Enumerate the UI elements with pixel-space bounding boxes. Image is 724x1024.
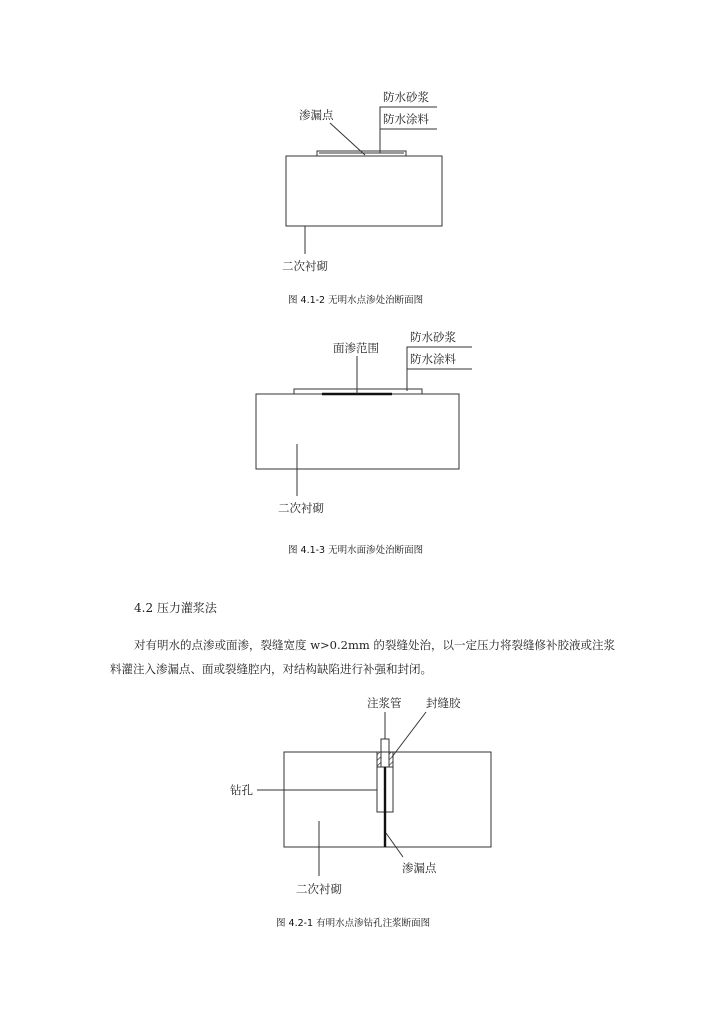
figure-4-1-3	[256, 347, 472, 496]
label-hole-3: 钻孔	[230, 783, 253, 797]
section-heading: 4.2 压力灌浆法	[134, 601, 217, 615]
seal-leader	[392, 712, 426, 757]
label-range-2: 面渗范围	[333, 341, 379, 355]
figure-caption-2: 图 4.1-3 无明水面渗处治断面图	[288, 545, 424, 556]
figure-caption-1: 图 4.1-2 无明水点渗处治断面图	[288, 295, 424, 306]
figure-4-1-2	[286, 107, 442, 254]
label-pipe-3: 注浆管	[367, 696, 402, 710]
label-coating-2: 防水涂料	[410, 352, 456, 366]
leak-leader	[386, 833, 403, 857]
label-seal-3: 封缝胶	[426, 696, 461, 710]
label-coating-1: 防水涂料	[383, 112, 429, 126]
seal-left	[377, 752, 381, 767]
label-lining-1: 二次衬砌	[282, 259, 328, 273]
lining-block	[256, 394, 459, 469]
label-lining-2: 二次衬砌	[278, 501, 324, 515]
label-mortar-2: 防水砂浆	[410, 330, 456, 344]
label-mortar-1: 防水砂浆	[383, 90, 429, 104]
grout-pipe	[381, 739, 389, 767]
label-leak-3: 渗漏点	[402, 861, 437, 875]
figure-caption-3: 图 4.2-1 有明水点渗钻孔注浆断面图	[276, 918, 431, 929]
section-paragraph: 对有明水的点渗或面渗，裂缝宽度 w>0.2mm 的裂缝处治，以一定压力将裂缝修补胶液或注浆料灌注入渗漏点、面或裂缝腔内，对结构缺陷进行补强和封闭。	[110, 638, 615, 676]
label-lining-3: 二次衬砌	[296, 882, 342, 896]
label-leak-1: 渗漏点	[299, 108, 334, 122]
figure-4-2-1	[257, 712, 491, 876]
lining-block	[284, 752, 491, 847]
seal-right	[389, 752, 393, 767]
lining-block	[286, 156, 442, 226]
leak-leader	[330, 123, 365, 155]
